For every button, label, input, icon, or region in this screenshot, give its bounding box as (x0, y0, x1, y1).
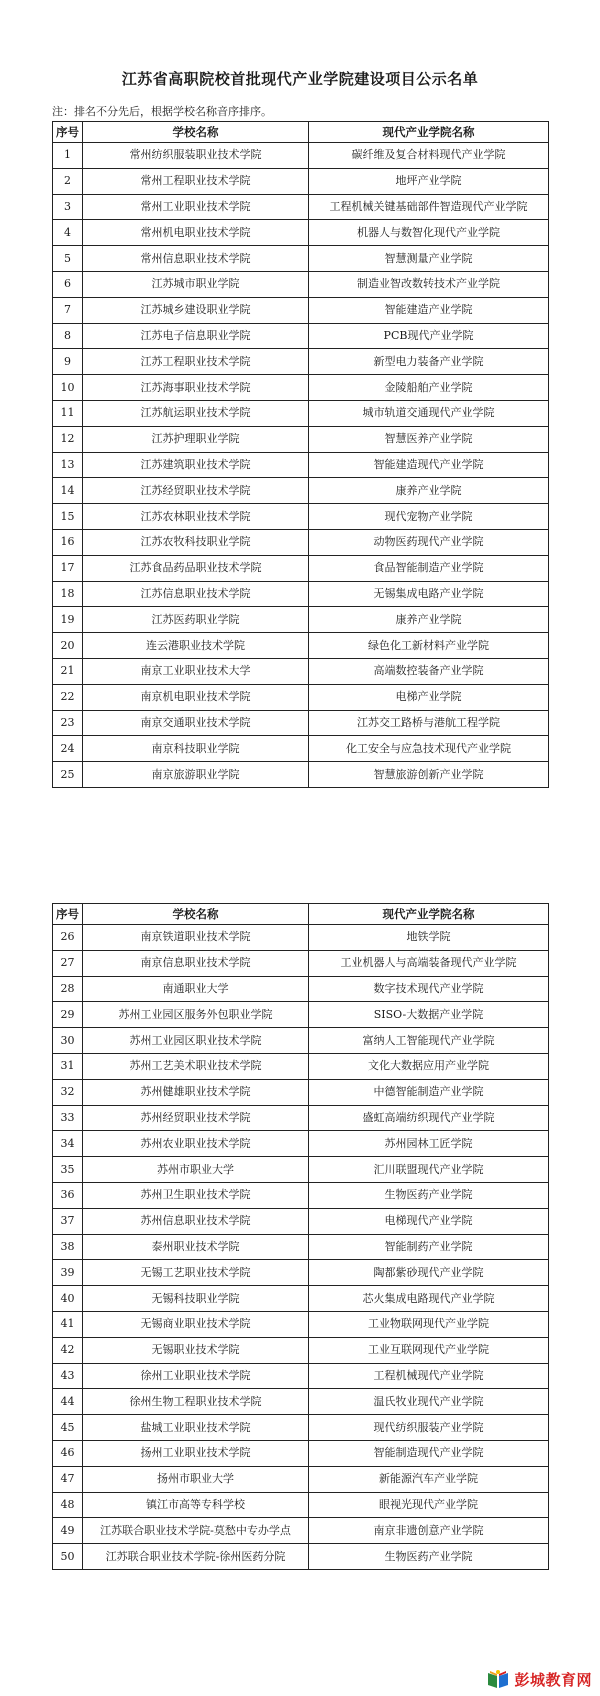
table-row (53, 1311, 549, 1337)
row-number: 41 (53, 1311, 83, 1337)
table-row (53, 375, 549, 401)
school-name: 苏州健雄职业技术学院 (83, 1079, 309, 1105)
school-name: 江苏医药职业学院 (83, 607, 309, 633)
school-name: 南京旅游职业学院 (83, 762, 309, 788)
row-number: 23 (53, 710, 83, 736)
school-name: 江苏经贸职业技术学院 (83, 478, 309, 504)
row-number: 11 (53, 400, 83, 426)
college-name: 无锡集成电路产业学院 (309, 581, 549, 607)
college-name: 智能建造现代产业学院 (309, 452, 549, 478)
college-name: 智能制造现代产业学院 (309, 1440, 549, 1466)
table-row (53, 323, 549, 349)
college-name: 工业机器人与高端装备现代产业学院 (309, 950, 549, 976)
row-number: 34 (53, 1131, 83, 1157)
school-name: 无锡科技职业学院 (83, 1286, 309, 1312)
school-name: 常州工业职业技术学院 (83, 194, 309, 220)
table-row (53, 426, 549, 452)
row-number: 40 (53, 1286, 83, 1312)
school-name: 江苏农牧科技职业学院 (83, 529, 309, 555)
row-number: 8 (53, 323, 83, 349)
table-row (53, 271, 549, 297)
college-name: 工程机械关键基础部件智造现代产业学院 (309, 194, 549, 220)
header-no: 序号 (53, 904, 83, 925)
school-name: 徐州生物工程职业技术学院 (83, 1389, 309, 1415)
table-row (53, 1363, 549, 1389)
row-number: 30 (53, 1028, 83, 1054)
college-name: 现代纺织服装产业学院 (309, 1415, 549, 1441)
table-row (53, 452, 549, 478)
school-name: 苏州工业园区职业技术学院 (83, 1028, 309, 1054)
book-logo-icon (486, 1668, 510, 1690)
school-name: 南京信息职业技术学院 (83, 950, 309, 976)
college-name: SISO-大数据产业学院 (309, 1002, 549, 1028)
row-number: 47 (53, 1466, 83, 1492)
school-name: 苏州工业园区服务外包职业学院 (83, 1002, 309, 1028)
table-row (53, 1286, 549, 1312)
school-name: 常州纺织服装职业技术学院 (83, 143, 309, 169)
college-name: 化工安全与应急技术现代产业学院 (309, 736, 549, 762)
college-name: 工程机械现代产业学院 (309, 1363, 549, 1389)
row-number: 19 (53, 607, 83, 633)
table-row (53, 194, 549, 220)
table-row (53, 297, 549, 323)
row-number: 29 (53, 1002, 83, 1028)
header-no: 序号 (53, 122, 83, 143)
college-name: 现代宠物产业学院 (309, 504, 549, 530)
page-title: 江苏省高职院校首批现代产业学院建设项目公示名单 (121, 70, 479, 88)
school-name: 盐城工业职业技术学院 (83, 1415, 309, 1441)
row-number: 50 (53, 1544, 83, 1570)
list-table-2 (52, 903, 549, 1570)
school-name: 苏州经贸职业技术学院 (83, 1105, 309, 1131)
school-name: 常州机电职业技术学院 (83, 220, 309, 246)
college-name: 生物医药产业学院 (309, 1544, 549, 1570)
table-row (53, 762, 549, 788)
school-name: 江苏食品药品职业技术学院 (83, 555, 309, 581)
sort-note: 注：排名不分先后，根据学校名称音序排序。 (52, 105, 272, 118)
row-number: 38 (53, 1234, 83, 1260)
college-name: 地铁学院 (309, 925, 549, 951)
row-number: 46 (53, 1440, 83, 1466)
school-name: 江苏航运职业技术学院 (83, 400, 309, 426)
college-name: 动物医药现代产业学院 (309, 529, 549, 555)
table-row (53, 1105, 549, 1131)
row-number: 2 (53, 168, 83, 194)
college-name: 汇川联盟现代产业学院 (309, 1157, 549, 1183)
row-number: 49 (53, 1518, 83, 1544)
header-college: 现代产业学院名称 (309, 904, 549, 925)
table-row (53, 349, 549, 375)
college-name: 数字技术现代产业学院 (309, 976, 549, 1002)
school-name: 苏州卫生职业技术学院 (83, 1182, 309, 1208)
college-name: 芯火集成电路现代产业学院 (309, 1286, 549, 1312)
college-name: 眼视光现代产业学院 (309, 1492, 549, 1518)
college-name: 绿色化工新材料产业学院 (309, 633, 549, 659)
table-row (53, 1208, 549, 1234)
table-header-row (53, 122, 549, 143)
college-name: 智能建造产业学院 (309, 297, 549, 323)
row-number: 12 (53, 426, 83, 452)
row-number: 1 (53, 143, 83, 169)
college-name: 金陵船舶产业学院 (309, 375, 549, 401)
table-row (53, 1053, 549, 1079)
college-name: 文化大数据应用产业学院 (309, 1053, 549, 1079)
row-number: 27 (53, 950, 83, 976)
school-name: 苏州工艺美术职业技术学院 (83, 1053, 309, 1079)
college-name: 陶都紫砂现代产业学院 (309, 1260, 549, 1286)
table-header-row (53, 904, 549, 925)
school-name: 泰州职业技术学院 (83, 1234, 309, 1260)
school-name: 南京铁道职业技术学院 (83, 925, 309, 951)
table-row (53, 1002, 549, 1028)
college-name: 江苏交工路桥与港航工程学院 (309, 710, 549, 736)
school-name: 镇江市高等专科学校 (83, 1492, 309, 1518)
school-name: 徐州工业职业技术学院 (83, 1363, 309, 1389)
row-number: 36 (53, 1182, 83, 1208)
table-row (53, 658, 549, 684)
row-number: 5 (53, 246, 83, 272)
row-number: 32 (53, 1079, 83, 1105)
college-name: 地坪产业学院 (309, 168, 549, 194)
college-name: 智慧测量产业学院 (309, 246, 549, 272)
college-name: 苏州园林工匠学院 (309, 1131, 549, 1157)
table-row (53, 950, 549, 976)
school-name: 苏州信息职业技术学院 (83, 1208, 309, 1234)
row-number: 44 (53, 1389, 83, 1415)
table-row (53, 1234, 549, 1260)
school-name: 连云港职业技术学院 (83, 633, 309, 659)
table-row (53, 1260, 549, 1286)
school-name: 江苏联合职业技术学院-徐州医药分院 (83, 1544, 309, 1570)
header-school: 学校名称 (83, 904, 309, 925)
row-number: 28 (53, 976, 83, 1002)
table-row (53, 246, 549, 272)
row-number: 7 (53, 297, 83, 323)
school-name: 江苏建筑职业技术学院 (83, 452, 309, 478)
table-row (53, 1518, 549, 1544)
school-name: 南通职业大学 (83, 976, 309, 1002)
table-row (53, 555, 549, 581)
row-number: 48 (53, 1492, 83, 1518)
school-name: 江苏海事职业技术学院 (83, 375, 309, 401)
college-name: 工业互联网现代产业学院 (309, 1337, 549, 1363)
table-row (53, 684, 549, 710)
row-number: 14 (53, 478, 83, 504)
college-name: 智慧医养产业学院 (309, 426, 549, 452)
table-row (53, 1028, 549, 1054)
college-name: 生物医药产业学院 (309, 1182, 549, 1208)
table-row (53, 143, 549, 169)
table-row (53, 1131, 549, 1157)
school-name: 苏州市职业大学 (83, 1157, 309, 1183)
college-name: 制造业智改数转技术产业学院 (309, 271, 549, 297)
school-name: 无锡商业职业技术学院 (83, 1311, 309, 1337)
row-number: 15 (53, 504, 83, 530)
table-row (53, 1182, 549, 1208)
school-name: 江苏联合职业技术学院-莫愁中专办学点 (83, 1518, 309, 1544)
college-name: PCB现代产业学院 (309, 323, 549, 349)
school-name: 江苏城市职业学院 (83, 271, 309, 297)
school-name: 江苏信息职业技术学院 (83, 581, 309, 607)
row-number: 35 (53, 1157, 83, 1183)
table-row (53, 220, 549, 246)
college-name: 碳纤维及复合材料现代产业学院 (309, 143, 549, 169)
table-row (53, 1492, 549, 1518)
college-name: 南京非遗创意产业学院 (309, 1518, 549, 1544)
school-name: 无锡职业技术学院 (83, 1337, 309, 1363)
row-number: 3 (53, 194, 83, 220)
table-row (53, 1466, 549, 1492)
table-row (53, 607, 549, 633)
college-name: 富纳人工智能现代产业学院 (309, 1028, 549, 1054)
school-name: 常州信息职业技术学院 (83, 246, 309, 272)
logo-text: 彭城教育网 (514, 1670, 592, 1689)
school-name: 江苏护理职业学院 (83, 426, 309, 452)
table-row (53, 1157, 549, 1183)
table-row (53, 581, 549, 607)
college-name: 城市轨道交通现代产业学院 (309, 400, 549, 426)
school-name: 江苏电子信息职业学院 (83, 323, 309, 349)
row-number: 26 (53, 925, 83, 951)
row-number: 45 (53, 1415, 83, 1441)
college-name: 食品智能制造产业学院 (309, 555, 549, 581)
college-name: 中德智能制造产业学院 (309, 1079, 549, 1105)
school-name: 扬州工业职业技术学院 (83, 1440, 309, 1466)
school-name: 扬州市职业大学 (83, 1466, 309, 1492)
school-name: 江苏城乡建设职业学院 (83, 297, 309, 323)
row-number: 37 (53, 1208, 83, 1234)
college-name: 温氏牧业现代产业学院 (309, 1389, 549, 1415)
row-number: 17 (53, 555, 83, 581)
college-name: 工业物联网现代产业学院 (309, 1311, 549, 1337)
row-number: 33 (53, 1105, 83, 1131)
school-name: 南京工业职业技术大学 (83, 658, 309, 684)
row-number: 13 (53, 452, 83, 478)
row-number: 22 (53, 684, 83, 710)
college-name: 康养产业学院 (309, 478, 549, 504)
table-row (53, 1440, 549, 1466)
table-row (53, 504, 549, 530)
row-number: 25 (53, 762, 83, 788)
table-row (53, 710, 549, 736)
school-name: 江苏农林职业技术学院 (83, 504, 309, 530)
header-school: 学校名称 (83, 122, 309, 143)
row-number: 39 (53, 1260, 83, 1286)
college-name: 高端数控装备产业学院 (309, 658, 549, 684)
table-row (53, 1079, 549, 1105)
row-number: 43 (53, 1363, 83, 1389)
table-row (53, 736, 549, 762)
table-row (53, 400, 549, 426)
school-name: 常州工程职业技术学院 (83, 168, 309, 194)
school-name: 南京交通职业技术学院 (83, 710, 309, 736)
table-row (53, 1337, 549, 1363)
row-number: 42 (53, 1337, 83, 1363)
table-row (53, 976, 549, 1002)
college-name: 康养产业学院 (309, 607, 549, 633)
college-name: 智能制药产业学院 (309, 1234, 549, 1260)
table-row (53, 478, 549, 504)
school-name: 苏州农业职业技术学院 (83, 1131, 309, 1157)
row-number: 21 (53, 658, 83, 684)
table-row (53, 1415, 549, 1441)
table-row (53, 1544, 549, 1570)
row-number: 16 (53, 529, 83, 555)
college-name: 智慧旅游创新产业学院 (309, 762, 549, 788)
site-logo[interactable] (486, 1668, 592, 1690)
row-number: 6 (53, 271, 83, 297)
school-name: 无锡工艺职业技术学院 (83, 1260, 309, 1286)
school-name: 江苏工程职业技术学院 (83, 349, 309, 375)
row-number: 24 (53, 736, 83, 762)
college-name: 电梯产业学院 (309, 684, 549, 710)
school-name: 南京科技职业学院 (83, 736, 309, 762)
table-row (53, 168, 549, 194)
row-number: 20 (53, 633, 83, 659)
row-number: 18 (53, 581, 83, 607)
row-number: 10 (53, 375, 83, 401)
row-number: 31 (53, 1053, 83, 1079)
school-name: 南京机电职业技术学院 (83, 684, 309, 710)
college-name: 盛虹高端纺织现代产业学院 (309, 1105, 549, 1131)
table-row (53, 1389, 549, 1415)
table-row (53, 529, 549, 555)
table-row (53, 633, 549, 659)
list-table-1 (52, 121, 549, 788)
table-row (53, 925, 549, 951)
college-name: 电梯现代产业学院 (309, 1208, 549, 1234)
header-college: 现代产业学院名称 (309, 122, 549, 143)
college-name: 新型电力装备产业学院 (309, 349, 549, 375)
college-name: 机器人与数智化现代产业学院 (309, 220, 549, 246)
row-number: 4 (53, 220, 83, 246)
college-name: 新能源汽车产业学院 (309, 1466, 549, 1492)
row-number: 9 (53, 349, 83, 375)
